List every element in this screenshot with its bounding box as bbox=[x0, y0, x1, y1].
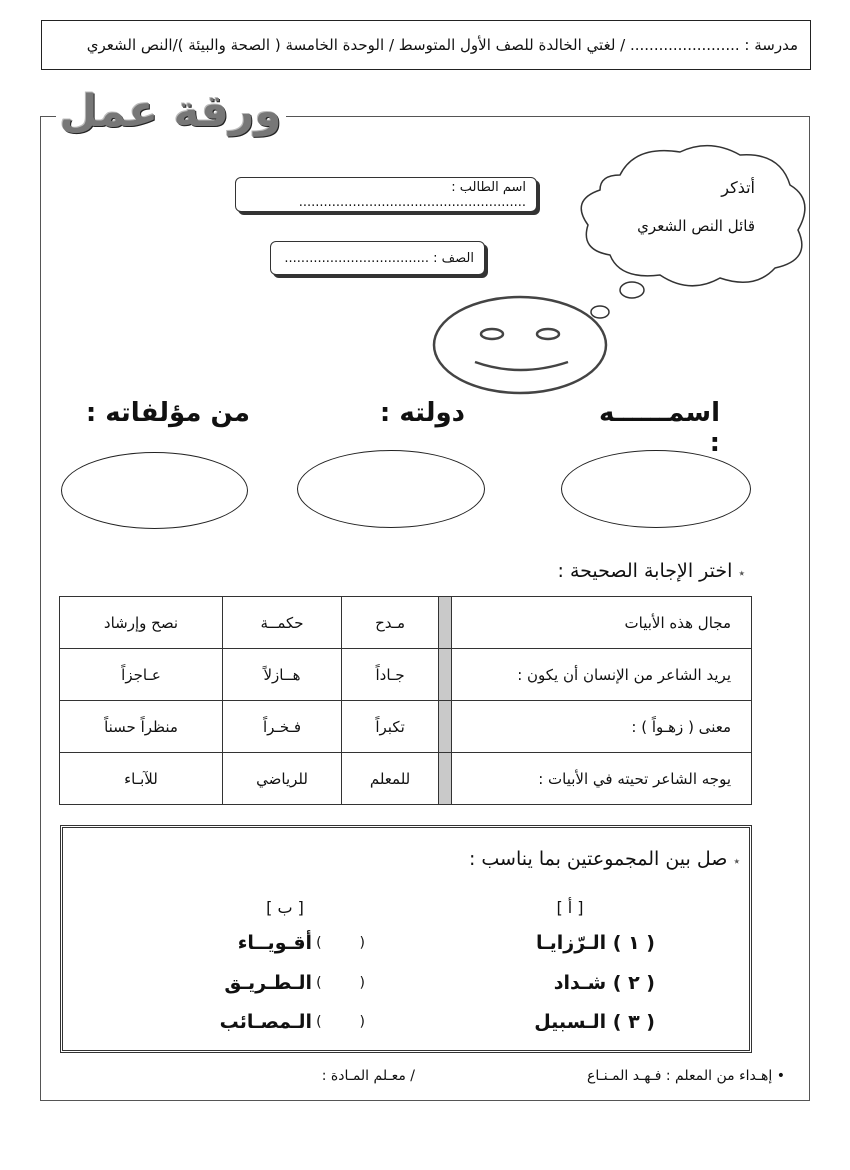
answer-oval-country[interactable] bbox=[297, 450, 485, 528]
matching-col-b-header: [ ب ] bbox=[266, 898, 304, 917]
mcq-option[interactable]: تكبراً bbox=[342, 701, 439, 753]
matching-a-item-1[interactable]: ( ١ ) الـرّزايـا bbox=[535, 932, 655, 954]
footer-bullet: • bbox=[776, 1068, 785, 1084]
mcq-separator bbox=[439, 649, 452, 701]
table-row bbox=[60, 649, 752, 701]
answer-paren-close: ) bbox=[316, 935, 322, 951]
header-text: مدرسة : ....................... / لغتي الخالدة للصف الأول المتوسط / الوحدة الخامسة ( الصحة والبيئة )/النص الشعري bbox=[86, 36, 798, 54]
mcq-option[interactable]: جـاداً bbox=[342, 649, 439, 701]
mcq-option[interactable]: للمعلم bbox=[342, 753, 439, 805]
answer-oval-name[interactable] bbox=[561, 450, 751, 528]
cloud-text-remember: أتذكر bbox=[721, 178, 755, 197]
heading-works: من مؤلفاته : bbox=[85, 398, 250, 428]
table-row bbox=[60, 701, 752, 753]
mcq-option[interactable]: نصح وإرشاد bbox=[60, 597, 223, 649]
worksheet-title: ورقة عمل bbox=[59, 86, 282, 137]
mcq-title-text: اختر الإجابة الصحيحة : bbox=[557, 560, 733, 582]
footer-gift bbox=[500, 1068, 785, 1084]
student-class-label: الصف : ................................... bbox=[284, 250, 474, 266]
thought-bubble-large bbox=[620, 282, 644, 298]
thought-bubble-small bbox=[591, 306, 609, 318]
matching-col-a-header: [ أ ] bbox=[556, 898, 584, 917]
mcq-question: معنى ( زهـواً ) : bbox=[452, 701, 752, 753]
matching-bullet: ٭ bbox=[733, 854, 740, 868]
answer-paren-open: ( bbox=[359, 935, 365, 951]
matching-a-item-2[interactable]: ( ٢ ) شـداد bbox=[553, 972, 655, 994]
smiley-left-eye bbox=[481, 329, 503, 339]
matching-b-row-3[interactable] bbox=[205, 1011, 365, 1033]
mcq-separator bbox=[439, 701, 452, 753]
mcq-table bbox=[59, 596, 752, 805]
matching-title-text: صل بين المجموعتين بما يناسب : bbox=[468, 848, 728, 870]
mcq-option[interactable]: مـدح bbox=[342, 597, 439, 649]
answer-paren-close: ) bbox=[316, 1014, 322, 1030]
mcq-question: يريد الشاعر من الإنسان أن يكون : bbox=[452, 649, 752, 701]
matching-a-item-3[interactable]: ( ٣ ) الـسبيل bbox=[534, 1011, 655, 1033]
mcq-separator bbox=[439, 753, 452, 805]
heading-country: دولته : bbox=[379, 398, 465, 428]
matching-title bbox=[440, 848, 740, 870]
answer-paren-close: ) bbox=[316, 975, 322, 991]
cloud-text-poet: قائل النص الشعري bbox=[637, 217, 755, 235]
mcq-question: يوجه الشاعر تحيته في الأبيات : bbox=[452, 753, 752, 805]
mcq-question: مجال هذه الأبيات bbox=[452, 597, 752, 649]
answer-paren-open: ( bbox=[359, 1014, 365, 1030]
mcq-bullet: ٭ bbox=[738, 566, 745, 580]
smiley-right-eye bbox=[537, 329, 559, 339]
mcq-title bbox=[455, 560, 745, 582]
mcq-option[interactable]: عـاجزاً bbox=[60, 649, 223, 701]
table-row bbox=[60, 597, 752, 649]
matching-b-row-1[interactable] bbox=[205, 932, 365, 954]
answer-paren-open: ( bbox=[359, 975, 365, 991]
heading-name: اسمــــــه : bbox=[599, 398, 720, 458]
matching-b-row-2[interactable] bbox=[205, 972, 365, 994]
mcq-option[interactable]: للآبـاء bbox=[60, 753, 223, 805]
matching-b-item-3: الـمصـائب bbox=[219, 1011, 313, 1033]
footer-gift-text: إهـداء من المعلم : فـهـد المـنـاع bbox=[587, 1068, 773, 1084]
matching-b-item-1: أقـويــاء bbox=[237, 932, 313, 954]
thought-cloud-illustration bbox=[420, 140, 820, 400]
student-name-label: اسم الطالب : ....................................................... bbox=[298, 179, 526, 210]
matching-b-item-2: الـطـريـق bbox=[224, 972, 313, 994]
mcq-separator bbox=[439, 597, 452, 649]
thought-cloud bbox=[581, 146, 805, 286]
mcq-option[interactable]: هــازلاً bbox=[222, 649, 341, 701]
table-row bbox=[60, 753, 752, 805]
mcq-option[interactable]: للرياضي bbox=[222, 753, 341, 805]
mcq-option[interactable]: حكمــة bbox=[222, 597, 341, 649]
answer-oval-works[interactable] bbox=[61, 452, 248, 529]
mcq-option[interactable]: منظراً حسناً bbox=[60, 701, 223, 753]
header-box bbox=[41, 20, 811, 70]
footer-teacher: / معـلم المـادة : bbox=[321, 1068, 415, 1084]
mcq-option[interactable]: فـخـراً bbox=[222, 701, 341, 753]
smiley-face bbox=[434, 297, 606, 393]
